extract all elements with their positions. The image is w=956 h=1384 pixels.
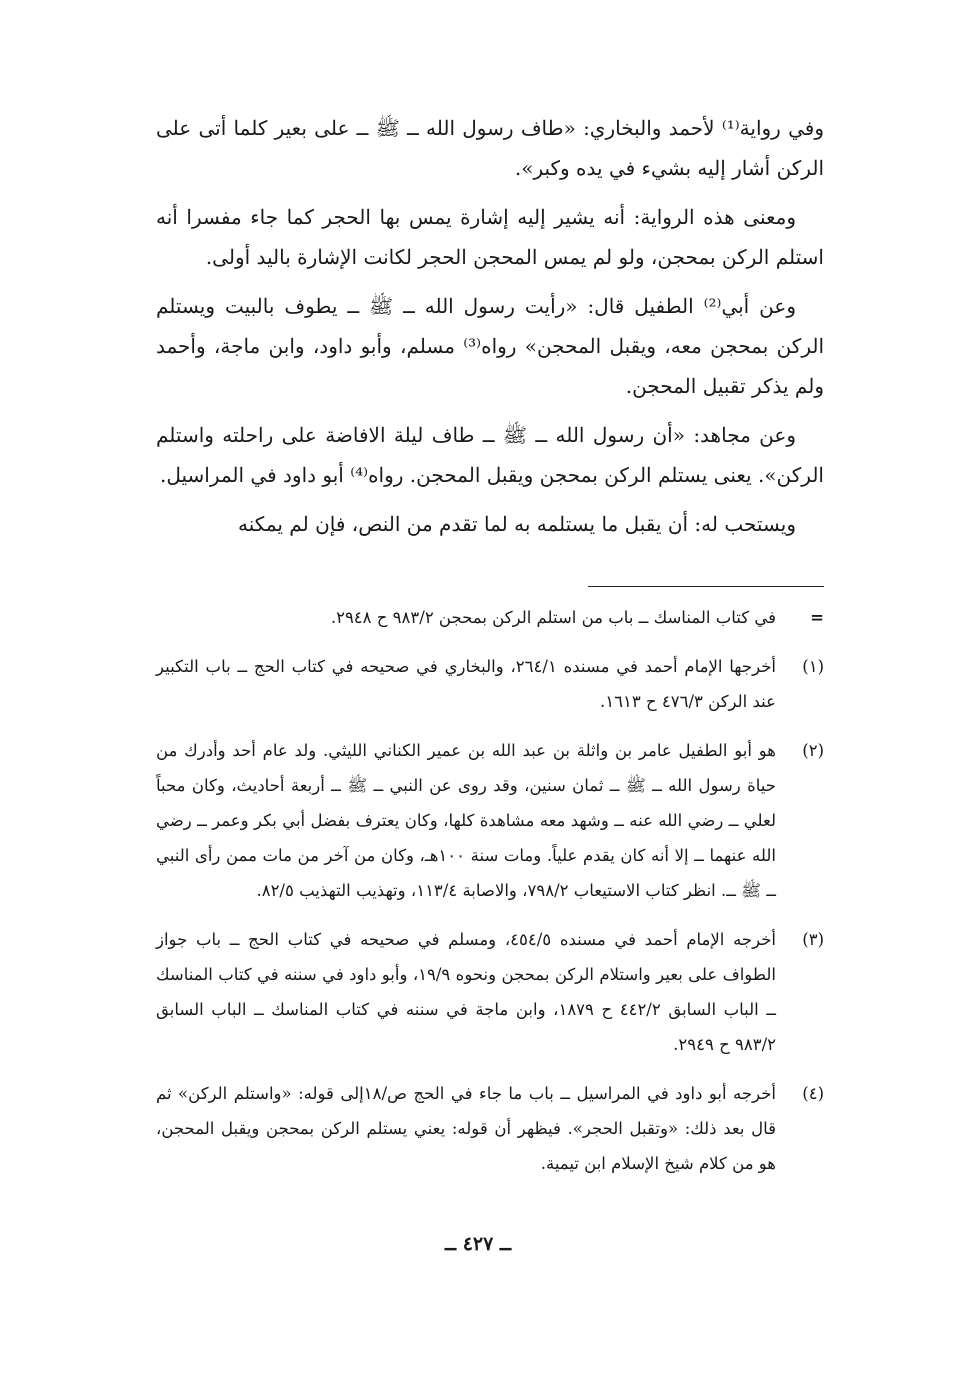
footnote-text: أخرجه الإمام أحمد في مسنده ٤٥٤/٥، ومسلم في صحيحه في كتاب الحج ــ باب جواز الطواف على بعير واستلام الركن بمحجن ونحوه ١٩/٩، وأبو داود في سننه في كتاب المناسك ــ الباب السابق ٤٤٢/٢ ح ١٨٧٩، وابن ماجة في سننه في كتاب المناسك ــ الباب السابق ٩٨٣/٢ ح ٢٩٤٩. xyxy=(156,930,776,1054)
footnote-number: (٤) xyxy=(802,1084,824,1103)
paragraph-2: ومعنى هذه الرواية: أنه يشير إليه إشارة يمس بها الحجر كما جاء مفسرا أنه استلم الركن بمحجن، ولو لم يمس المحجن الحجر لكانت الإشارة باليد أولى. xyxy=(156,205,824,269)
footnote-4 xyxy=(156,1076,824,1181)
paragraph-5: ويستحب له: أن يقبل ما يستلمه به لما تقدم من النص، فإن لم يمكنه xyxy=(238,512,796,536)
footnote-continuation xyxy=(156,600,824,635)
page-number: ــ ٤٢٧ ــ xyxy=(444,1233,512,1255)
footnote-number: (٢) xyxy=(802,741,824,760)
footnote-text: هو أبو الطفيل عامر بن واثلة بن عبد الله بن عمير الكناني الليثي. ولد عام أحد وأدرك من حياة رسول الله ــ ﷺ ــ ثمان سنين، وقد روى عن النبي ــ ﷺ ــ أربعة أحاديث، وكان محباً لعلي ــ رضي الله عنه ــ وشهد معه مشاهدة كلها، وكان يعترف بفضل أبي بكر وعمر ــ رضي الله عنهما ــ إلا أنه كان يقدم علياً. ومات سنة ١٠٠هـ، وكان من آخر من مات ممن رأى النبي ــ ﷺ ــ. انظر كتاب الاستيعاب ٧٩٨/٢، والاصابة ١١٣/٤، وتهذيب التهذيب ٨٢/٥. xyxy=(156,741,776,900)
footnote-text: أخرجه أبو داود في المراسيل ــ باب ما جاء في الحج ص/١٨إلى قوله: «واستلم الركن» ثم قال بعد ذلك: «وتقبل الحجر». فيظهر أن قوله: يعني يستلم الركن بمحجن ويقبل المحجن، هو من كلام شيخ الإسلام ابن تيمية. xyxy=(156,1084,776,1173)
paragraph-3: وعن أبي⁽²⁾ الطفيل قال: «رأيت رسول الله ــ ﷺ ــ يطوف بالبيت ويستلم الركن بمحجن معه، ويقبل المحجن» رواه⁽³⁾ مسلم، وأبو داود، وابن ماجة، وأحمد ولم يذكر تقبيل المحجن. xyxy=(156,294,825,398)
footnote-3 xyxy=(156,922,824,1062)
footnote-text: أخرجها الإمام أحمد في مسنده ٢٦٤/١، والبخاري في صحيحه في كتاب الحج ــ باب التكبير عند الركن ٤٧٦/٣ ح ١٦١٣. xyxy=(156,657,776,711)
paragraph-4: وعن مجاهد: «أن رسول الله ــ ﷺ ــ طاف ليلة الافاضة على راحلته واستلم الركن». يعنى يستلم الركن بمحجن ويقبل المحجن. رواه⁽⁴⁾ أبو داود في المراسيل. xyxy=(156,423,824,487)
footnote-separator xyxy=(588,586,824,587)
footnotes xyxy=(156,600,824,1195)
footnote-2 xyxy=(156,733,824,908)
footnote-number: (١) xyxy=(802,657,824,676)
footnote-number: (٣) xyxy=(802,930,824,949)
footnote-1 xyxy=(156,649,824,719)
footnote-continuation-text: في كتاب المناسك ــ باب من استلم الركن بمحجن ٩٨٣/٢ ح ٢٩٤٨. xyxy=(330,608,776,627)
main-text xyxy=(156,108,824,553)
footnote-continuation-marker: = xyxy=(810,608,824,627)
paragraph-1: وفي رواية⁽¹⁾ لأحمد والبخاري: «طاف رسول الله ــ ﷺ ــ على بعير كلما أتى على الركن أشار إليه بشيء في يده وكبر». xyxy=(156,116,824,180)
